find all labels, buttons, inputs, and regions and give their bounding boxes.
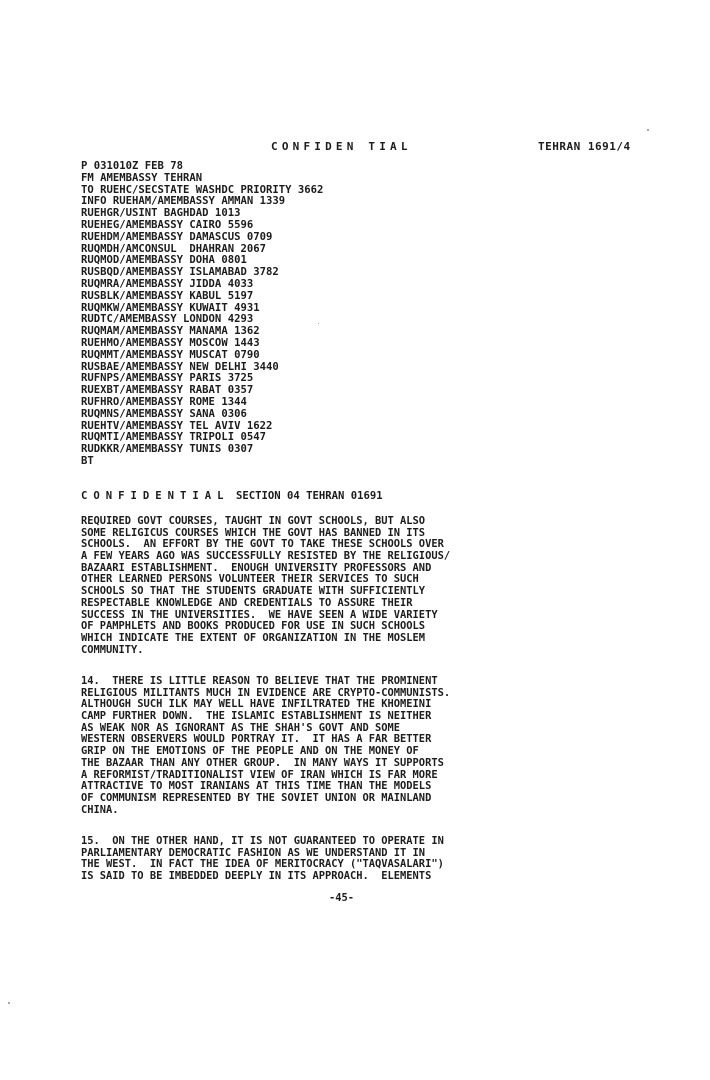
text-line: OF COMMUNISM REPRESENTED BY THE SOVIET UNION OR MAINLAND (81, 791, 432, 804)
text-line: ALTHOUGH SUCH ILK MAY WELL HAVE INFILTRATED THE KHOMEINI (81, 698, 432, 711)
paragraph-15 (81, 836, 521, 883)
text-line: IS SAID TO BE IMBEDDED DEEPLY IN ITS APPROACH. ELEMENTS (81, 870, 432, 883)
text-line: SCHOOLS. AN EFFORT BY THE GOVT TO TAKE THESE SCHOOLS OVER (81, 538, 444, 551)
header-line: RUSBQD/AMEMBASSY ISLAMABAD 3782 (81, 266, 279, 279)
header-line: RUEXBT/AMEMBASSY RABAT 0357 (81, 384, 254, 397)
text-line: OF PAMPHLETS AND BOOKS PRODUCED FOR USE IN SUCH SCHOOLS (81, 620, 426, 633)
header-line: RUQMKW/AMEMBASSY KUWAIT 4931 (81, 301, 260, 314)
header-line: RUQMNS/AMEMBASSY SANA 0306 (81, 407, 247, 420)
header-line: RUEHMO/AMEMBASSY MOSCOW 1443 (81, 336, 260, 349)
header-line: RUQMTI/AMEMBASSY TRIPOLI 0547 (81, 431, 266, 444)
section-marking (81, 490, 383, 502)
cable-routing-header (81, 161, 521, 468)
header-line: RUEHDM/AMEMBASSY DAMASCUS 0709 (81, 230, 273, 243)
text-line: SUCCESS IN THE UNIVERSITIES. WE HAVE SEEN A WIDE VARIETY (81, 608, 438, 621)
header-line: RUEHTV/AMEMBASSY TEL AVIV 1622 (81, 419, 273, 432)
text-line: RESPECTABLE KNOWLEDGE AND CREDENTIALS TO ASSURE THEIR (81, 596, 413, 609)
header-line: P 031010Z FEB 78 (81, 160, 184, 172)
header-line: RUEHEG/AMEMBASSY CAIRO 5596 (81, 218, 254, 231)
paragraph-14 (81, 676, 521, 816)
section-classification: CONFIDENTIAL (81, 490, 230, 502)
header-line: RUDKKR/AMEMBASSY TUNIS 0307 (81, 443, 254, 456)
header-line: RUQMDH/AMCONSUL DHAHRAN 2067 (81, 242, 266, 255)
scan-speck (647, 129, 649, 131)
text-line: SCHOOLS SO THAT THE STUDENTS GRADUATE WITH SUFFICIENTLY (81, 585, 426, 598)
text-line: THE BAZAAR THAN ANY OTHER GROUP. IN MANY WAYS IT SUPPORTS (81, 756, 444, 769)
classification-marking: CONFIDEN TIAL (271, 140, 412, 153)
text-line: REQUIRED GOVT COURSES, TAUGHT IN GOVT SCHOOLS, BUT ALSO (81, 515, 426, 527)
text-line: COMMUNITY. (81, 643, 144, 656)
document-reference: TEHRAN 1691/4 (538, 140, 631, 153)
text-line: CAMP FURTHER DOWN. THE ISLAMIC ESTABLISHMENT IS NEITHER (81, 710, 432, 723)
paragraph-13-continued (81, 516, 521, 656)
text-line: A FEW YEARS AGO WAS SUCCESSFULLY RESISTED BY THE RELIGIOUS/ (81, 550, 451, 563)
text-line: GRIP ON THE EMOTIONS OF THE PEOPLE AND ON THE MONEY OF (81, 745, 419, 758)
text-line: A REFORMIST/TRADITIONALIST VIEW OF IRAN WHICH IS FAR MORE (81, 768, 438, 781)
scan-speck (318, 323, 319, 324)
header-line: RUFNPS/AMEMBASSY PARIS 3725 (81, 372, 254, 385)
section-reference: SECTION 04 TEHRAN 01691 (235, 490, 383, 502)
header-line: BT (81, 454, 94, 467)
text-line: WHICH INDICATE THE EXTENT OF ORGANIZATION IN THE MOSLEM (81, 631, 426, 644)
header-line: RUQMRA/AMEMBASSY JIDDA 4033 (81, 277, 254, 290)
text-line: WESTERN OBSERVERS WOULD PORTRAY IT. IT HAS A FAR BETTER (81, 733, 432, 746)
text-line: THE WEST. IN FACT THE IDEA OF MERITOCRACY ("TAQVASALARI") (81, 858, 444, 871)
text-line: BAZAARI ESTABLISHMENT. ENOUGH UNIVERSITY PROFESSORS AND (81, 561, 432, 574)
text-line: OTHER LEARNED PERSONS VOLUNTEER THEIR SERVICES TO SUCH (81, 573, 419, 586)
text-line: 15. ON THE OTHER HAND, IT IS NOT GUARANTEED TO OPERATE IN (81, 835, 444, 847)
scan-speck (8, 1002, 10, 1004)
header-line: INFO RUEHAM/AMEMBASSY AMMAN 1339 (81, 195, 286, 208)
header-line: RUDTC/AMEMBASSY LONDON 4293 (81, 313, 254, 326)
page-number: -45- (329, 892, 355, 904)
header-line: RUQMOD/AMEMBASSY DOHA 0801 (81, 254, 247, 267)
text-line: SOME RELIGICUS COURSES WHICH THE GOVT HAS BANNED IN ITS (81, 526, 426, 539)
header-line: RUQMAM/AMEMBASSY MANAMA 1362 (81, 325, 260, 338)
header-line: RUSBLK/AMEMBASSY KABUL 5197 (81, 289, 254, 302)
header-line: TO RUEHC/SECSTATE WASHDC PRIORITY 3662 (81, 183, 324, 196)
header-line: RUSBAE/AMEMBASSY NEW DELHI 3440 (81, 360, 279, 373)
text-line: RELIGIOUS MILITANTS MUCH IN EVIDENCE ARE CRYPTO-COMMUNISTS. (81, 686, 451, 699)
header-line: RUEHGR/USINT BAGHDAD 1013 (81, 207, 241, 220)
header-line: RUQMMT/AMEMBASSY MUSCAT 0790 (81, 348, 260, 361)
text-line: ATTRACTIVE TO MOST IRANIANS AT THIS TIME THAN THE MODELS (81, 780, 432, 793)
header-line: FM AMEMBASSY TEHRAN (81, 171, 203, 184)
text-line: AS WEAK NOR AS IGNORANT AS THE SHAH'S GOVT AND SOME (81, 721, 401, 734)
text-line: PARLIAMENTARY DEMOCRATIC FASHION AS WE UNDERSTAND IT IN (81, 846, 426, 859)
text-line: 14. THERE IS LITTLE REASON TO BELIEVE THAT THE PROMINENT (81, 675, 438, 687)
text-line: CHINA. (81, 803, 119, 816)
header-line: RUFHRO/AMEMBASSY ROME 1344 (81, 395, 247, 408)
